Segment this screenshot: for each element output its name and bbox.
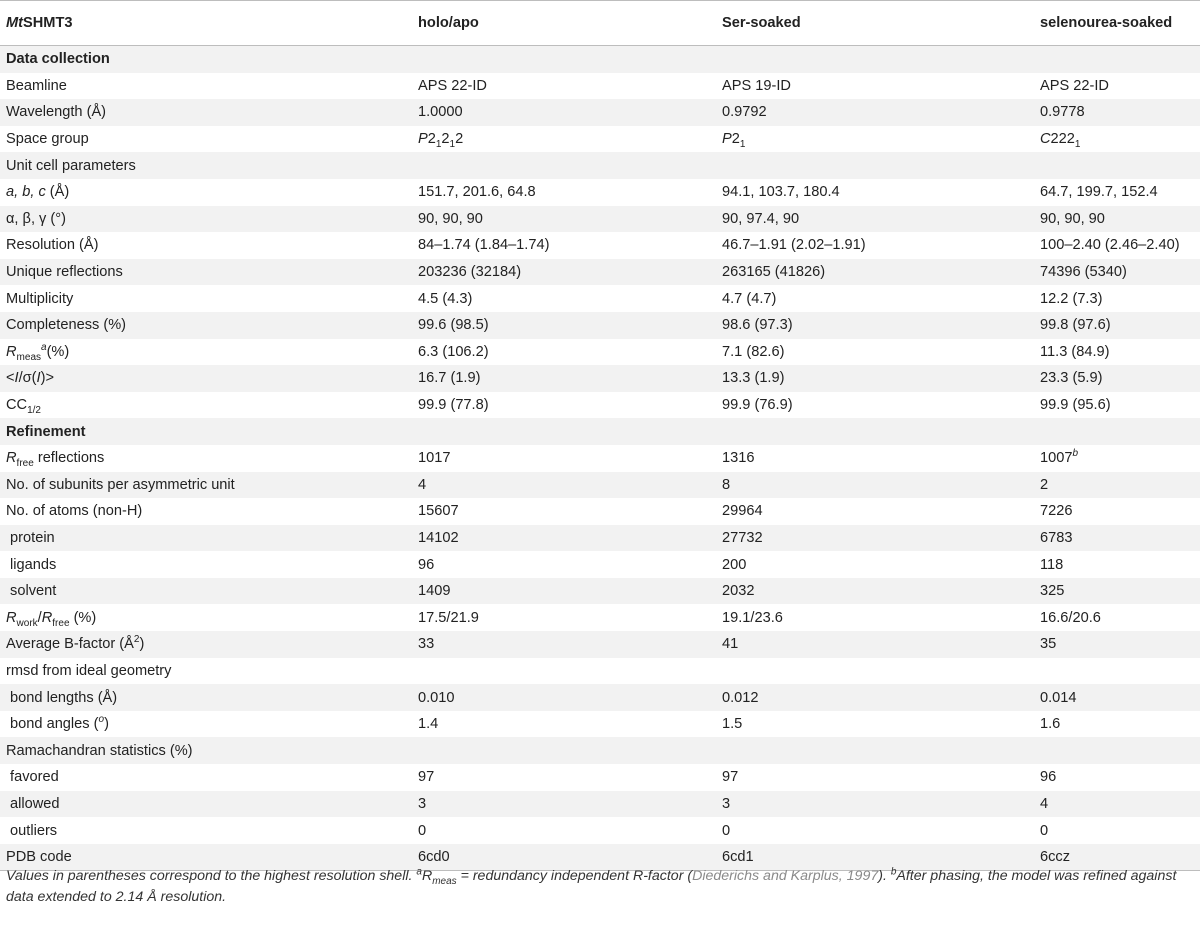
cell-value: 7226 bbox=[1040, 498, 1200, 525]
row-label: No. of subunits per asymmetric unit bbox=[0, 472, 418, 499]
table-row bbox=[0, 472, 1200, 499]
cell-value: 118 bbox=[1040, 551, 1200, 578]
row-label: allowed bbox=[0, 791, 418, 818]
table-row bbox=[0, 99, 1200, 126]
cell-value: 94.1, 103.7, 180.4 bbox=[722, 179, 1040, 206]
cell-value: 1.4 bbox=[418, 711, 722, 738]
cell-value: 1.5 bbox=[722, 711, 1040, 738]
table-row bbox=[0, 817, 1200, 844]
table-footnote: Values in parentheses correspond to the highest resolution shell. $^aR_{meas}$ = redundancy independent R-factor (Diederichs and Karplus, 1997). $^b$After phasing, the model was refined against data extended to 2.14 Å resolution. bbox=[6, 866, 1177, 905]
table-row bbox=[0, 46, 1200, 73]
row-label: $R_{meas}^a(\%)$ bbox=[0, 339, 418, 366]
table-row bbox=[0, 578, 1200, 605]
row-label: Space group bbox=[0, 126, 418, 153]
cell-value: 0 bbox=[418, 817, 722, 844]
table-row bbox=[0, 179, 1200, 206]
cell-value: 35 bbox=[1040, 631, 1200, 658]
row-label: $R_{free}$ reflections bbox=[0, 445, 418, 472]
cell-value: $P2_1$ bbox=[722, 126, 1040, 153]
cell-value: 96 bbox=[418, 551, 722, 578]
cell-value: 74396 (5340) bbox=[1040, 259, 1200, 286]
cell-value: 41 bbox=[722, 631, 1040, 658]
cell-value: 84–1.74 (1.84–1.74) bbox=[418, 232, 722, 259]
table-row bbox=[0, 152, 1200, 179]
cell-value: 0 bbox=[1040, 817, 1200, 844]
cell-value: 27732 bbox=[722, 525, 1040, 552]
table-row bbox=[0, 525, 1200, 552]
table-row bbox=[0, 737, 1200, 764]
row-label: Beamline bbox=[0, 73, 418, 100]
cell-value: 7.1 (82.6) bbox=[722, 339, 1040, 366]
cell-value: 97 bbox=[418, 764, 722, 791]
cell-value: 90, 90, 90 bbox=[1040, 206, 1200, 233]
cell-value: 19.1/23.6 bbox=[722, 604, 1040, 631]
cell-value: 1017 bbox=[418, 445, 722, 472]
cell-value: 1.0000 bbox=[418, 99, 722, 126]
citation-link[interactable]: Diederichs and Karplus, 1997 bbox=[692, 868, 879, 884]
cell-value: 2032 bbox=[722, 578, 1040, 605]
cell-value: 1409 bbox=[418, 578, 722, 605]
row-label: PDB code bbox=[0, 844, 418, 871]
cell-value: 11.3 (84.9) bbox=[1040, 339, 1200, 366]
cell-value: 3 bbox=[722, 791, 1040, 818]
cell-value: 64.7, 199.7, 152.4 bbox=[1040, 179, 1200, 206]
cell-value: 99.9 (76.9) bbox=[722, 392, 1040, 419]
row-label: Multiplicity bbox=[0, 285, 418, 312]
table-row bbox=[0, 764, 1200, 791]
row-label: $CC_{1/2}$ bbox=[0, 392, 418, 419]
cell-value: 13.3 (1.9) bbox=[722, 365, 1040, 392]
cell-value: APS 22-ID bbox=[1040, 73, 1200, 100]
row-label: Average B-factor $(Å^2)$ bbox=[0, 631, 418, 658]
row-label: α, β, γ (°) bbox=[0, 206, 418, 233]
cell-value: 6cd0 bbox=[418, 844, 722, 871]
table-row bbox=[0, 339, 1200, 366]
cell-value: 96 bbox=[1040, 764, 1200, 791]
cell-value: 263165 (41826) bbox=[722, 259, 1040, 286]
row-label: Unique reflections bbox=[0, 259, 418, 286]
cell-value: 4 bbox=[418, 472, 722, 499]
cell-value: 4 bbox=[1040, 791, 1200, 818]
cell-value: 1316 bbox=[722, 445, 1040, 472]
cell-value: 33 bbox=[418, 631, 722, 658]
cell-value: 1007$^b$ bbox=[1040, 445, 1200, 472]
cell-value: 6cd1 bbox=[722, 844, 1040, 871]
table-row bbox=[0, 73, 1200, 100]
row-label: favored bbox=[0, 764, 418, 791]
cell-value: 6783 bbox=[1040, 525, 1200, 552]
cell-value: 203236 (32184) bbox=[418, 259, 722, 286]
row-label: outliers bbox=[0, 817, 418, 844]
cell-value: 6.3 (106.2) bbox=[418, 339, 722, 366]
row-label: ligands bbox=[0, 551, 418, 578]
cell-value: 2 bbox=[1040, 472, 1200, 499]
table-row bbox=[0, 365, 1200, 392]
row-label: bond lengths (Å) bbox=[0, 684, 418, 711]
cell-value: 8 bbox=[722, 472, 1040, 499]
header-holo-apo: holo/apo bbox=[418, 1, 722, 46]
cell-value: 98.6 (97.3) bbox=[722, 312, 1040, 339]
cell-value: 4.7 (4.7) bbox=[722, 285, 1040, 312]
cell-value: 46.7–1.91 (2.02–1.91) bbox=[722, 232, 1040, 259]
row-label: $R_{work}/R_{free}$ (%) bbox=[0, 604, 418, 631]
row-label: Ramachandran statistics (%) bbox=[0, 737, 418, 764]
cell-value: 23.3 (5.9) bbox=[1040, 365, 1200, 392]
table-row bbox=[0, 126, 1200, 153]
cell-value: 0.012 bbox=[722, 684, 1040, 711]
row-label: Wavelength (Å) bbox=[0, 99, 418, 126]
cell-value: 0.014 bbox=[1040, 684, 1200, 711]
table-row bbox=[0, 206, 1200, 233]
table-row bbox=[0, 285, 1200, 312]
cell-value: 99.9 (77.8) bbox=[418, 392, 722, 419]
header-ser-soaked: Ser-soaked bbox=[722, 1, 1040, 46]
row-label: <I/σ(I)> bbox=[0, 365, 418, 392]
cell-value: $P2_12_12$ bbox=[418, 126, 722, 153]
cell-value: 29964 bbox=[722, 498, 1040, 525]
cell-value: APS 22-ID bbox=[418, 73, 722, 100]
table-row bbox=[0, 551, 1200, 578]
table-row bbox=[0, 791, 1200, 818]
row-label: No. of atoms (non-H) bbox=[0, 498, 418, 525]
cell-value: 14102 bbox=[418, 525, 722, 552]
cell-value: 90, 90, 90 bbox=[418, 206, 722, 233]
cell-value: APS 19-ID bbox=[722, 73, 1040, 100]
table-row bbox=[0, 684, 1200, 711]
row-label: rmsd from ideal geometry bbox=[0, 658, 418, 685]
table-row bbox=[0, 392, 1200, 419]
table-row bbox=[0, 498, 1200, 525]
header-selenourea-soaked: selenourea-soaked bbox=[1040, 1, 1200, 46]
table-row bbox=[0, 232, 1200, 259]
table-row bbox=[0, 259, 1200, 286]
cell-value: 4.5 (4.3) bbox=[418, 285, 722, 312]
table-row bbox=[0, 418, 1200, 445]
row-label: solvent bbox=[0, 578, 418, 605]
cell-value: 0.010 bbox=[418, 684, 722, 711]
cell-value: 6ccz bbox=[1040, 844, 1200, 871]
row-label: Unit cell parameters bbox=[0, 152, 418, 179]
cell-value: 0.9792 bbox=[722, 99, 1040, 126]
cell-value: 100–2.40 (2.46–2.40) bbox=[1040, 232, 1200, 259]
cell-value: 90, 97.4, 90 bbox=[722, 206, 1040, 233]
row-label: protein bbox=[0, 525, 418, 552]
table-row bbox=[0, 658, 1200, 685]
cell-value: 17.5/21.9 bbox=[418, 604, 722, 631]
header-row bbox=[0, 1, 1200, 46]
row-label: Resolution (Å) bbox=[0, 232, 418, 259]
cell-value: 97 bbox=[722, 764, 1040, 791]
cell-value: 99.8 (97.6) bbox=[1040, 312, 1200, 339]
row-label: bond angles ($^o$) bbox=[0, 711, 418, 738]
section-refinement: Refinement bbox=[0, 418, 418, 445]
cell-value: 0.9778 bbox=[1040, 99, 1200, 126]
cell-value: 325 bbox=[1040, 578, 1200, 605]
cell-value: 16.7 (1.9) bbox=[418, 365, 722, 392]
table-row bbox=[0, 631, 1200, 658]
cell-value: 99.6 (98.5) bbox=[418, 312, 722, 339]
row-label: Completeness (%) bbox=[0, 312, 418, 339]
cell-value: 0 bbox=[722, 817, 1040, 844]
section-data-collection: Data collection bbox=[0, 46, 418, 73]
cell-value: 200 bbox=[722, 551, 1040, 578]
cell-value: $C222_1$ bbox=[1040, 126, 1200, 153]
row-label: a, b, c (Å) bbox=[0, 179, 418, 206]
table-row bbox=[0, 312, 1200, 339]
header-protein: MtSHMT3 bbox=[0, 1, 418, 46]
cell-value: 151.7, 201.6, 64.8 bbox=[418, 179, 722, 206]
cell-value: 16.6/20.6 bbox=[1040, 604, 1200, 631]
table-row bbox=[0, 711, 1200, 738]
cell-value: 3 bbox=[418, 791, 722, 818]
cell-value: 99.9 (95.6) bbox=[1040, 392, 1200, 419]
table-row bbox=[0, 445, 1200, 472]
cell-value: 1.6 bbox=[1040, 711, 1200, 738]
cell-value: 15607 bbox=[418, 498, 722, 525]
table-row bbox=[0, 604, 1200, 631]
cell-value: 12.2 (7.3) bbox=[1040, 285, 1200, 312]
